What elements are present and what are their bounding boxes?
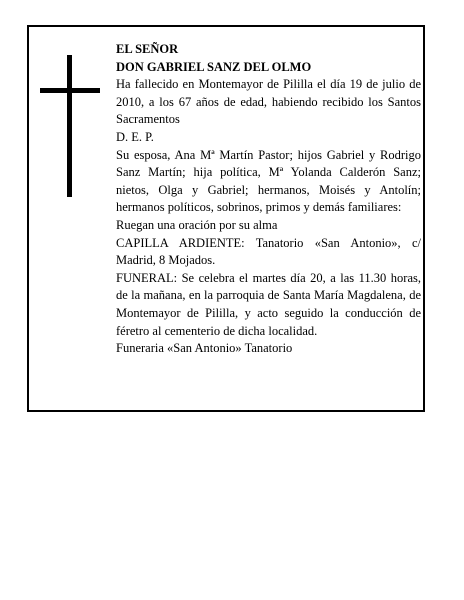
cross-horizontal-bar: [40, 88, 100, 93]
obituary-notice: [27, 25, 425, 412]
cross-icon: [40, 55, 100, 197]
cross-vertical-bar: [67, 55, 72, 197]
notice-text: [116, 41, 421, 358]
dep-line: D. E. P.: [116, 129, 154, 144]
prayer-request: Ruegan una oración por su alma: [116, 217, 278, 232]
deceased-name: DON GABRIEL SANZ DEL OLMO: [116, 59, 312, 74]
family-list: Su esposa, Ana Mª Martín Pastor; hijos Gabriel y Rodrigo Sanz Martín; hija política, Mª Yolanda Calderón Sanz; nietos, Olga y Gabriel; hermanos, Moisés y Antolín; hermanos políticos, sobrinos, primos y demás familiares:: [116, 147, 421, 215]
funeral-info: FUNERAL: Se celebra el martes día 20, a las 11.30 horas, de la mañana, en la parroquia de Santa María Magdalena, de Montemayor de Pililla, y acto seguido la conducción de féretro al cementerio de dicha localidad.: [116, 270, 421, 338]
funeral-home: Funeraria «San Antonio» Tanatorio: [116, 341, 293, 356]
title-line-1: EL SEÑOR: [116, 42, 179, 56]
chapel-info: CAPILLA ARDIENTE: Tanatorio «San Antonio», c/ Madrid, 8 Mojados.: [116, 235, 421, 268]
death-info: Ha fallecido en Montemayor de Pililla el día 19 de julio de 2010, a los 67 años de edad, habiendo recibido los Santos Sacramentos: [116, 77, 421, 127]
